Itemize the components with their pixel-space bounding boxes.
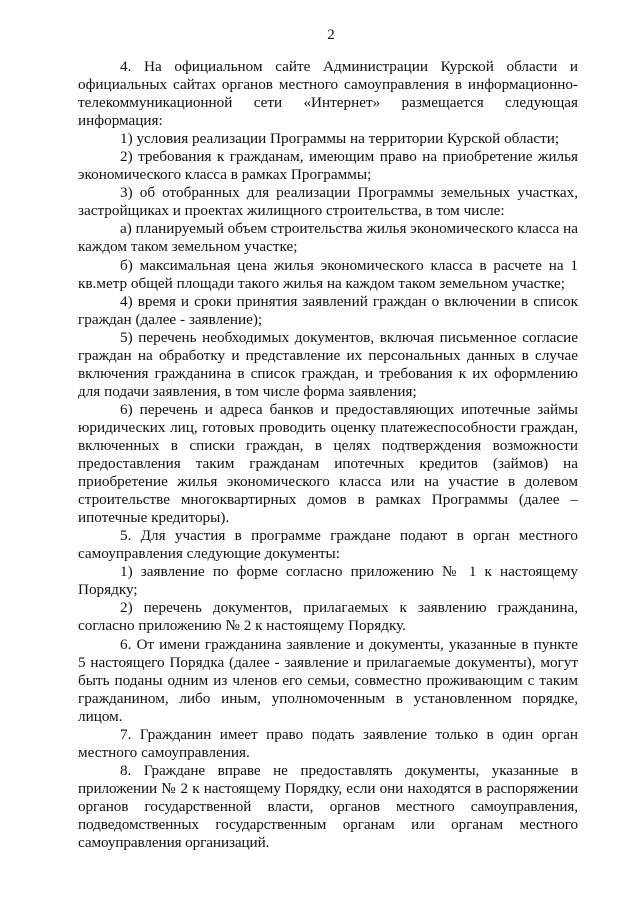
paragraph-subitem-4-3: 3) об отобранных для реализации Программы земельных участках, застройщиках и проектах жилищного строительства, в том числе:: [78, 184, 578, 220]
paragraph-item-6: 6. От имени гражданина заявление и документы, указанные в пункте 5 настоящего Порядка (далее - заявление и прилагаемые документы), могут быть поданы одним из членов его семьи, совместно проживающим с таким гражданином, либо иным, уполномоченным в установленном порядке, лицом.: [78, 635, 578, 725]
document-page: [78, 26, 578, 852]
paragraph-subitem-4-3-a: а) планируемый объем строительства жилья экономического класса на каждом таком земельном участке;: [78, 220, 578, 256]
paragraph-item-4: 4. На официальном сайте Администрации Курской области и официальных сайтах органов местного самоуправления в информационно-телекоммуникационной сети «Интернет» размещается следующая информация:: [78, 58, 578, 130]
paragraph-subitem-4-4: 4) время и сроки принятия заявлений граждан о включении в список граждан (далее - заявление);: [78, 292, 578, 328]
paragraph-subitem-4-3-b: б) максимальная цена жилья экономического класса в расчете на 1 кв.метр общей площади такого жилья на каждом таком земельном участке;: [78, 256, 578, 292]
paragraph-subitem-5-2: 2) перечень документов, прилагаемых к заявлению гражданина, согласно приложению № 2 к настоящему Порядку.: [78, 599, 578, 635]
paragraph-subitem-4-5: 5) перечень необходимых документов, включая письменное согласие граждан на обработку и представление их персональных данных в случае включения гражданина в список граждан, и требования к их оформлению для подачи заявления, в том числе форма заявления;: [78, 328, 578, 400]
paragraph-subitem-4-2: 2) требования к гражданам, имеющим право на приобретение жилья экономического класса в рамках Программы;: [78, 148, 578, 184]
paragraph-subitem-4-6: 6) перечень и адреса банков и предоставляющих ипотечные займы юридических лиц, готовых проводить оценку платежеспособности граждан, включенных в списки граждан, в целях подтверждения возможности предоставления таким гражданам ипотечных кредитов (займов) на приобретение жилья экономического класса или на участие в долевом строительстве многоквартирных домов в рамках Программы (далее – ипотечные кредиторы).: [78, 400, 578, 527]
paragraph-subitem-5-1: 1) заявление по форме согласно приложению № 1 к настоящему Порядку;: [78, 563, 578, 599]
paragraph-item-7: 7. Гражданин имеет право подать заявление только в один орган местного самоуправления.: [78, 725, 578, 761]
paragraph-item-5: 5. Для участия в программе граждане подают в орган местного самоуправления следующие документы:: [78, 527, 578, 563]
paragraph-subitem-4-1: 1) условия реализации Программы на территории Курской области;: [120, 130, 560, 148]
page-number: 2: [327, 27, 335, 43]
paragraph-item-8: 8. Граждане вправе не предоставлять документы, указанные в приложении № 2 к настоящему Порядку, если они находятся в распоряжении органов государственной власти, органов местного самоуправления, подведомственных государственным органам или органам местного самоуправления организаций.: [78, 761, 578, 852]
